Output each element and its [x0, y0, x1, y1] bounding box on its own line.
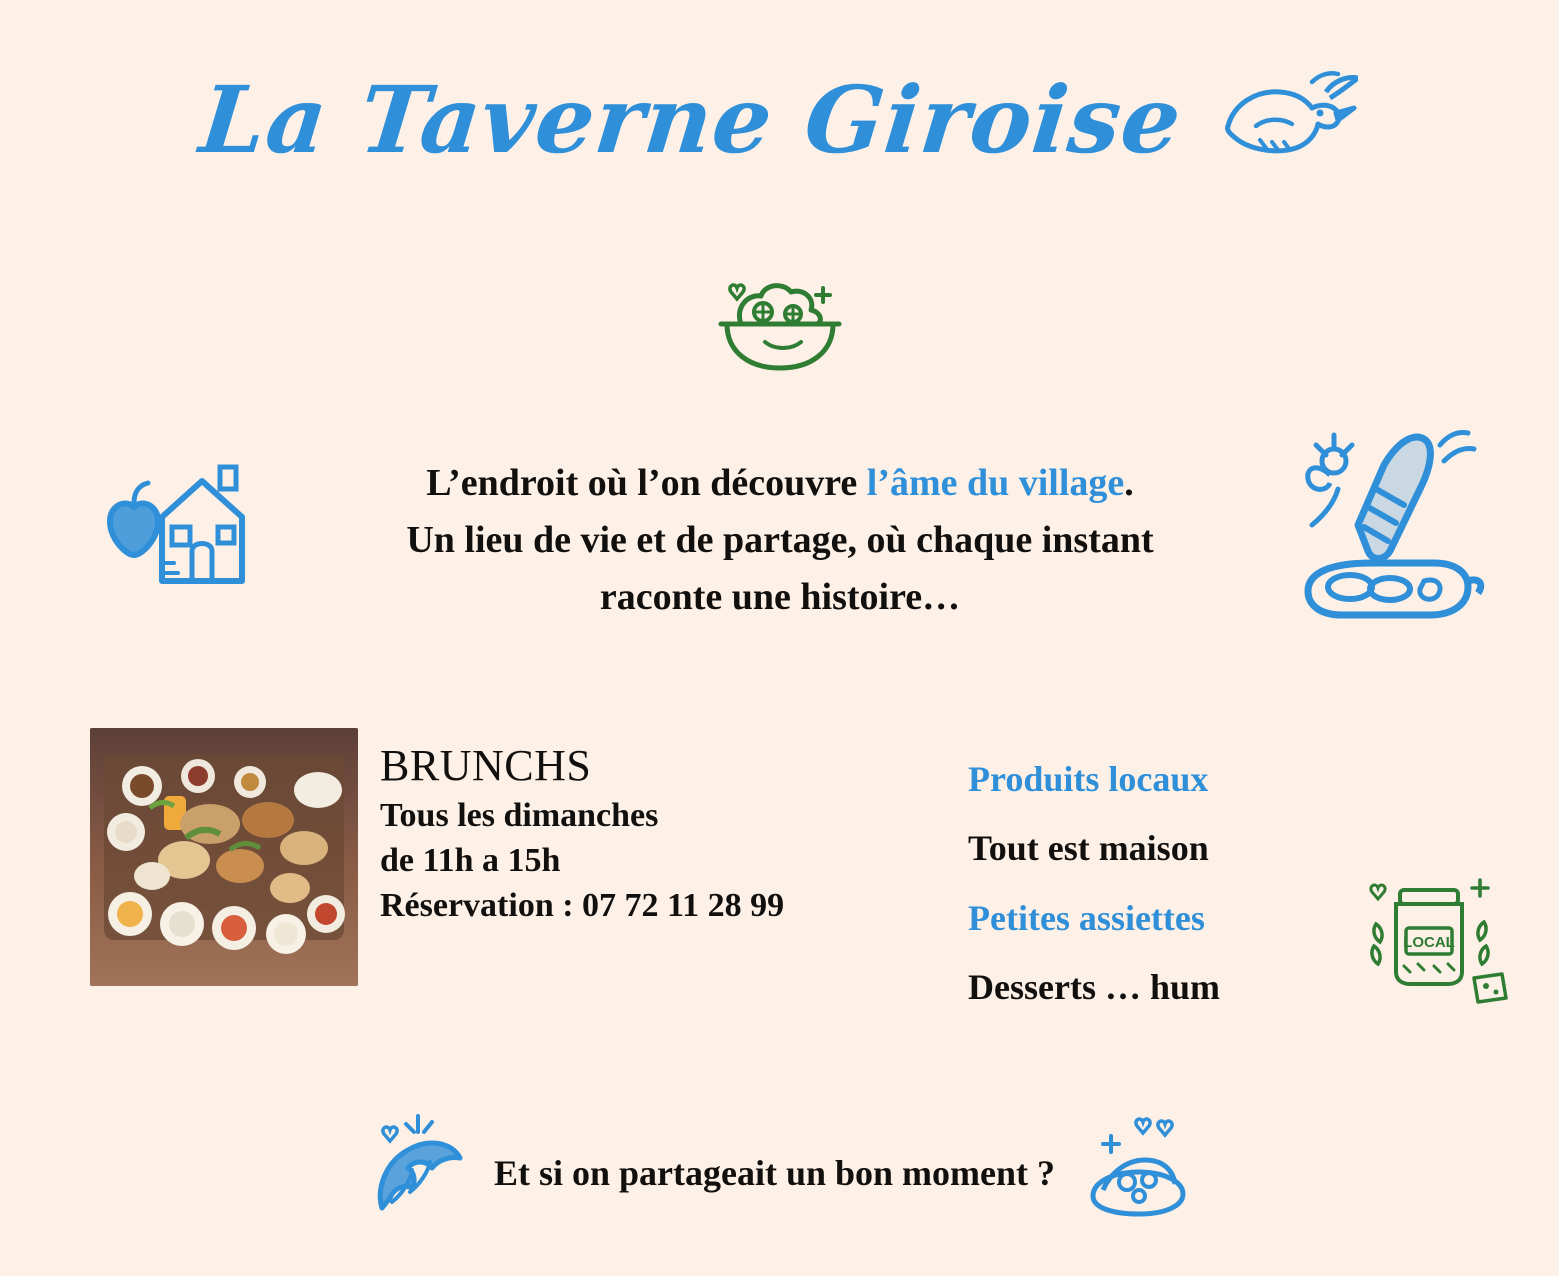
header: [0, 60, 1559, 179]
brunch-reservation[interactable]: Réservation : 07 72 11 28 99: [380, 887, 785, 925]
tagline-line-1-before: L’endroit où l’on découvre: [426, 462, 867, 504]
house-and-apple-icon: [100, 455, 280, 600]
bird-with-branch-icon: [1208, 64, 1358, 179]
bread-board-icon: [1272, 405, 1492, 660]
salad-bowl-icon: [705, 272, 855, 382]
highlight-item-produits-locaux: Produits locaux: [968, 759, 1209, 799]
footer: [0, 1110, 1559, 1235]
footer-text: Et si on partageait un bon moment ?: [493, 1152, 1056, 1193]
highlight-item-tout-est-maison: Tout est maison: [968, 828, 1209, 869]
brunch-days: Tous les dimanches: [380, 796, 659, 834]
page-title: La Taverne Giroise: [195, 65, 1188, 174]
tagline-line-3: raconte une histoire…: [599, 576, 961, 618]
highlights-list: [968, 745, 1388, 1023]
brunch-heading: BRUNCHS: [380, 741, 592, 790]
brunch-info: [380, 740, 940, 928]
highlight-item-petites-assiettes: Petites assiettes: [968, 897, 1205, 938]
brunch-hours: de 11h a 15h: [380, 842, 561, 880]
brunch-table-photo: [90, 728, 358, 986]
tagline-accent: l’âme du village: [866, 462, 1125, 504]
salad-icon-wrapper: [0, 272, 1559, 382]
tagline: [280, 455, 1280, 626]
tagline-line-2: Un lieu de vie et de partage, où chaque instant: [406, 519, 1154, 561]
tagline-line-1: [280, 455, 1280, 512]
highlight-item-desserts: Desserts … hum: [968, 967, 1220, 1008]
tagline-line-1-after: .: [1124, 462, 1134, 504]
cake-slice-icon: [1077, 1110, 1197, 1235]
croissant-icon: [362, 1110, 472, 1235]
local-jam-jar-icon: [1352, 862, 1522, 1017]
svg-text:LOCAL: LOCAL: [1403, 934, 1455, 951]
